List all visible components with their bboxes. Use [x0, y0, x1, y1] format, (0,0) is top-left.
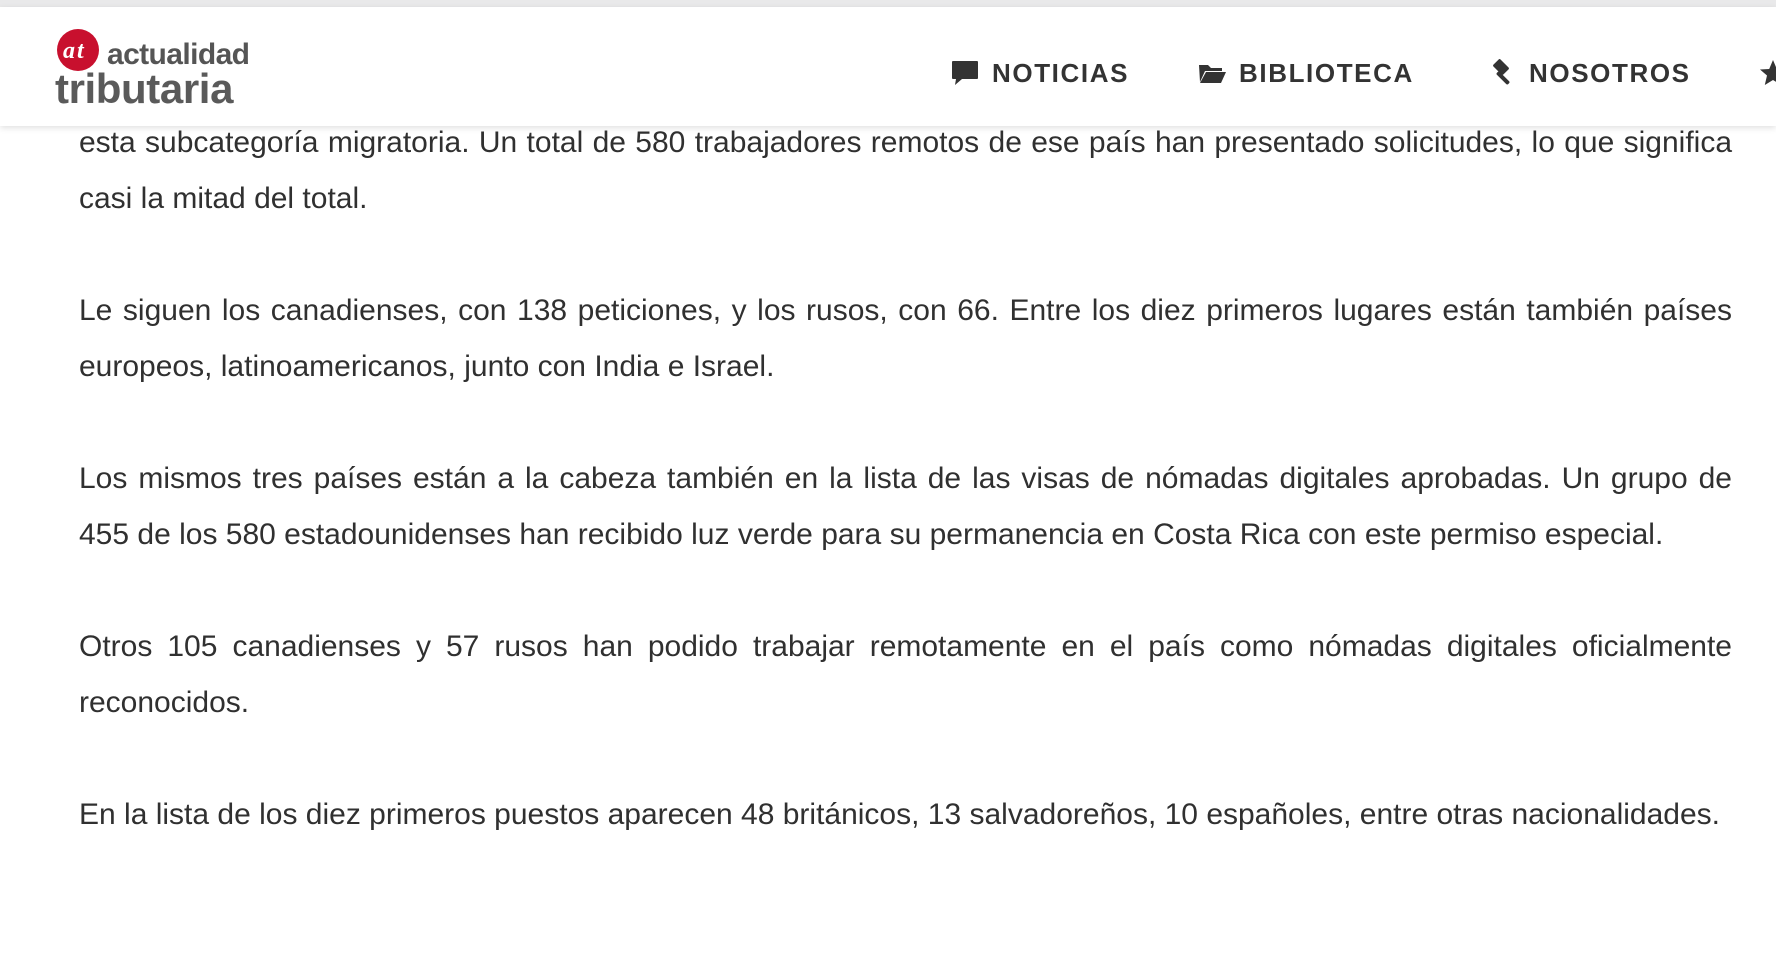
article-paragraph: esta subcategoría migratoria. Un total de 580 trabajadores remotos de ese país han presentado solicitudes, lo que significa casi la mitad del total.	[79, 126, 1732, 215]
nav-item-noticias[interactable]	[950, 55, 1129, 91]
browser-top-border	[0, 0, 1776, 7]
nav-item-nosotros[interactable]	[1487, 55, 1691, 91]
article-paragraph: Le siguen los canadienses, con 138 peticiones, y los rusos, con 66. Entre los diez primeros lugares están también países europeos, latinoamericanos, junto con India e Israel.	[79, 294, 1732, 383]
nav-label-biblioteca: BIBLIOTECA	[1239, 57, 1414, 88]
article-body	[79, 115, 1732, 899]
site-header	[0, 7, 1776, 126]
article-paragraph: En la lista de los diez primeros puestos aparecen 48 británicos, 13 salvadoreños, 10 españoles, entre otras nacionalidades.	[79, 798, 1720, 831]
svg-text:a: a	[63, 38, 75, 64]
svg-text:t: t	[77, 38, 84, 64]
nav-label-noticias: NOTICIAS	[992, 57, 1130, 88]
gavel-icon	[1487, 58, 1517, 88]
comment-icon	[950, 58, 980, 88]
star-icon	[1758, 58, 1776, 88]
nav-label-nosotros: NOSOTROS	[1529, 57, 1691, 88]
article-paragraph: Los mismos tres países están a la cabeza también en la lista de las visas de nómadas digitales aprobadas. Un grupo de 455 de los 580 estadounidenses han recibido luz verde para su permanencia en Costa Rica con este permiso especial.	[79, 462, 1732, 551]
logo-text-bottom: tributaria	[55, 65, 234, 112]
logo-text-top: actualidad	[107, 38, 250, 71]
nav-item-biblioteca[interactable]	[1197, 55, 1414, 91]
site-logo[interactable]	[55, 27, 295, 117]
folder-open-icon	[1197, 58, 1227, 88]
nav-item-more[interactable]	[1758, 55, 1776, 91]
article-paragraph: Otros 105 canadienses y 57 rusos han podido trabajar remotamente en el país como nómadas digitales oficialmente reconocidos.	[79, 630, 1732, 719]
